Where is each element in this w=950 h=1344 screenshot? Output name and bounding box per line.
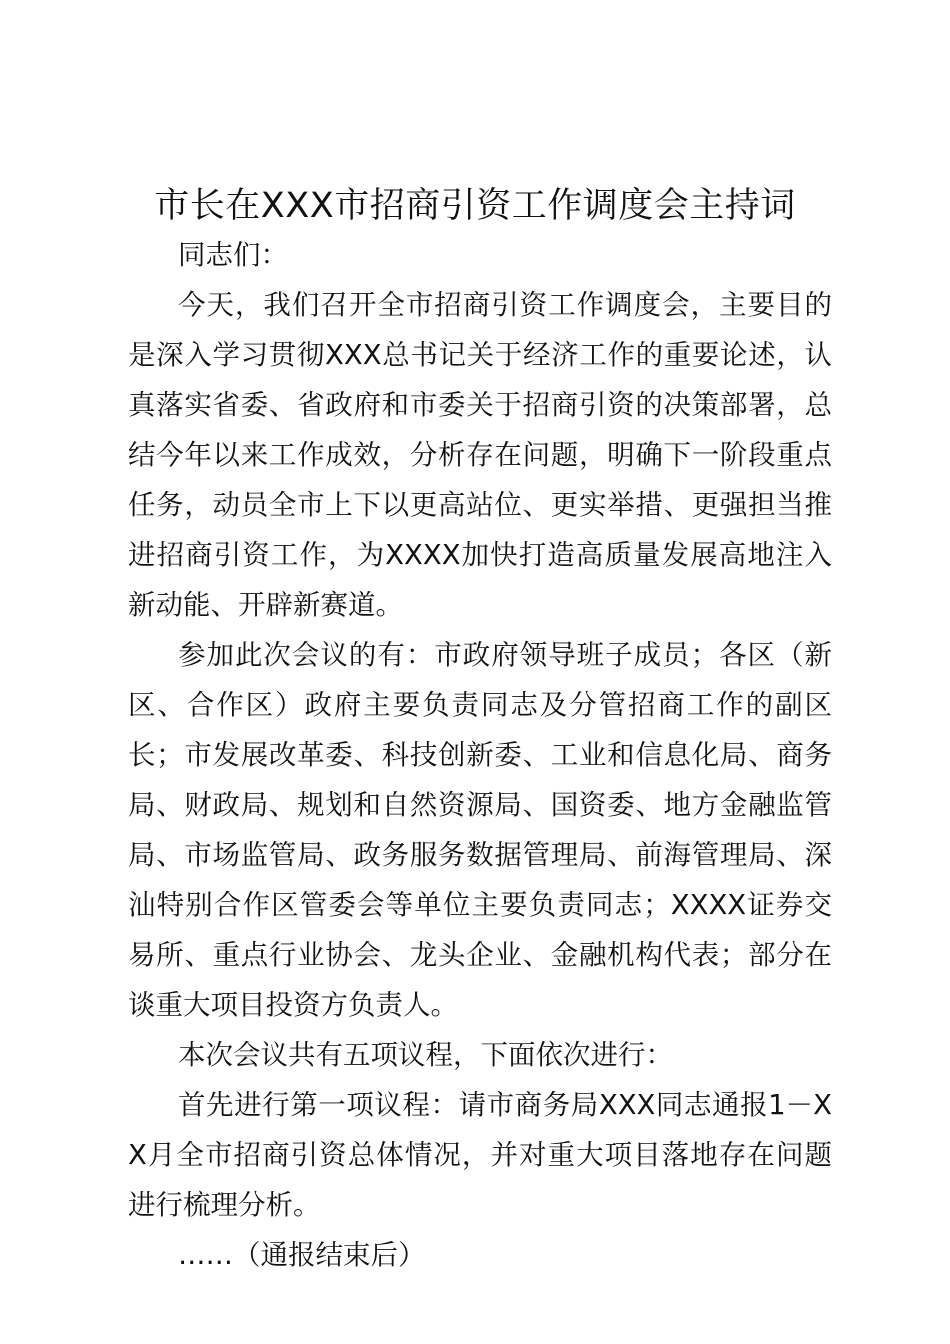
report-end-paragraph: ……（通报结束后） xyxy=(178,1239,426,1271)
agenda-item-one-paragraph: 首先进行第一项议程：请市商务局XXX同志通报1－XX月全市招商引资总体情况，并对重大项目落地存在问题进行梳理分析。 xyxy=(128,1089,832,1221)
salutation-paragraph: 同志们： xyxy=(178,239,288,271)
document-body xyxy=(128,230,832,1280)
opening-paragraph: 今天，我们召开全市招商引资工作调度会，主要目的是深入学习贯彻XXX总书记关于经济工作的重要论述，认真落实省委、省政府和市委关于招商引资的决策部署，总结今年以来工作成效，分析存在问题，明确下一阶段重点任务，动员全市上下以更高站位、更实举措、更强担当推进招商引资工作，为XXXX加快打造高质量发展高地注入新动能、开辟新赛道。 xyxy=(128,289,832,621)
attendees-paragraph: 参加此次会议的有：市政府领导班子成员；各区（新区、合作区）政府主要负责同志及分管招商工作的副区长；市发展改革委、科技创新委、工业和信息化局、商务局、财政局、规划和自然资源局、国资委、地方金融监管局、市场监管局、政务服务数据管理局、前海管理局、深汕特别合作区管委会等单位主要负责同志；XXXX证券交易所、重点行业协会、龙头企业、金融机构代表；部分在谈重大项目投资方负责人。 xyxy=(128,639,832,1021)
agenda-intro-paragraph: 本次会议共有五项议程，下面依次进行： xyxy=(178,1039,673,1071)
document-title: 市长在XXX市招商引资工作调度会主持词 xyxy=(154,186,796,226)
